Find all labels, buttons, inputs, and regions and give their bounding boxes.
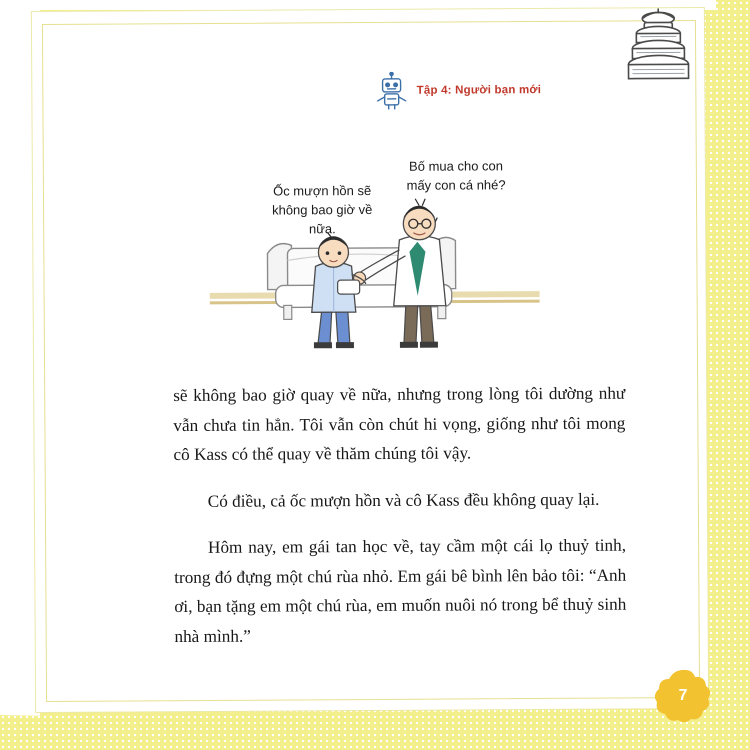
paragraph: Hôm nay, em gái tan học về, tay cầm một cái lọ thuỷ tinh, trong đó đựng một chú rùa nhỏ. Em gái bê bình lên bảo tôi: “Anh ơi, bạn tặng em một chú rùa, em muốn nuôi nó trong bể thuỷ sinh nhà mình.”: [174, 535, 627, 647]
paragraph: Có điều, cả ốc mượn hồn và cô Kass đều không quay lại.: [207, 489, 600, 511]
body-text: [173, 379, 626, 652]
illustration: [209, 119, 540, 371]
page-content: [58, 28, 681, 681]
running-head-label: Tập 4: Người bạn mới: [416, 84, 542, 97]
illustration-drawing: [209, 119, 540, 371]
page-number-badge: [652, 668, 714, 722]
robot-icon: [375, 72, 409, 110]
paragraph: sẽ không bao giờ quay về nữa, nhưng trong lòng tôi dường như vẫn chưa tin hẳn. Tôi vẫn còn chút hi vọng, giống như tôi mong cô Kass có thể quay về thăm chúng tôi vậy.: [173, 383, 626, 465]
control-tower-icon: [610, 8, 706, 85]
running-head: [375, 71, 542, 110]
speech-bubble-right: Bố mua cho con mấy con cá nhé?: [406, 158, 506, 193]
page-number: 7: [678, 687, 688, 704]
speech-bubble-left: Ốc mượn hồn sẽ không bao giờ về nữa.: [272, 182, 373, 237]
